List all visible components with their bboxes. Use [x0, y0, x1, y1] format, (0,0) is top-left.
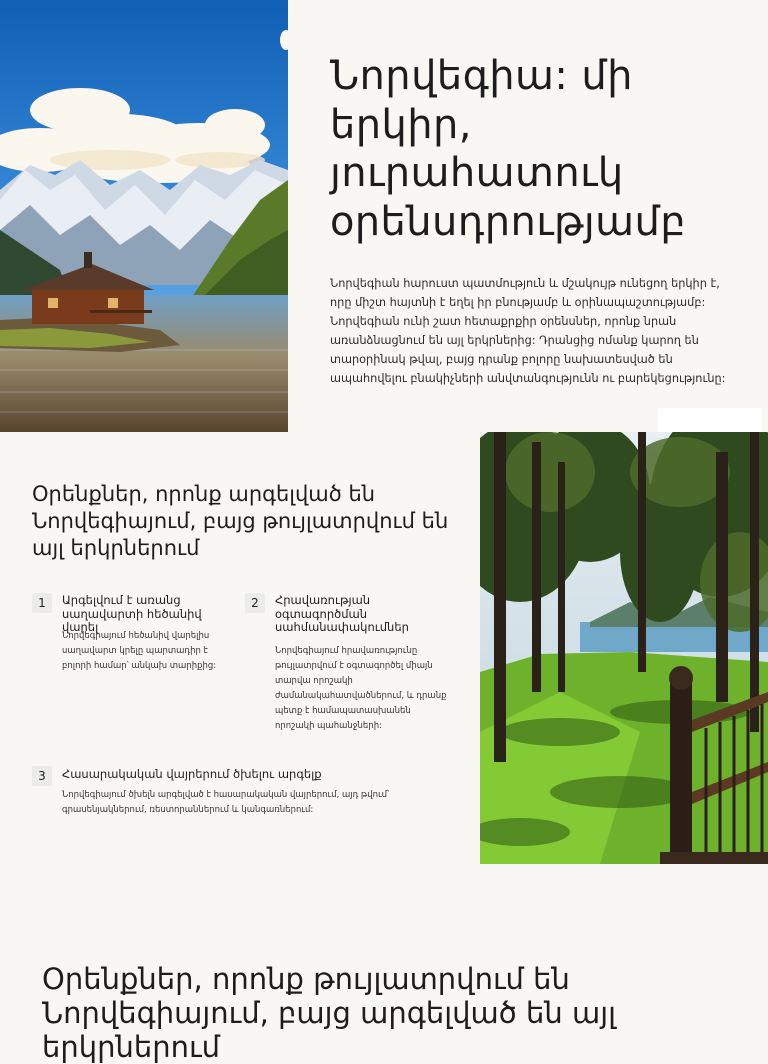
law-title: Հասարակական վայրերում ծխելու արգելք [62, 767, 322, 781]
law-number-badge: 3 [32, 766, 52, 786]
law-number-badge: 2 [245, 593, 265, 613]
law-text: Նորվեգիայում հեծանիվ վարելիս սաղավարտ կրելը պարտադիր է բոլորի համար՝ անկախ տարիքից: [62, 631, 217, 671]
law-text: Նորվեգիայում ծխելն արգելված է հասարակական վայրերում, այդ թվում՝ գրասենյակներում, ռեստորաններում և կանգառներում: [62, 790, 390, 815]
prohibited-laws-heading: Օրենքներ, որոնք արգելված են Նորվեգիայում, բայց թույլատրվում են այլ երկրներում [32, 482, 449, 560]
law-text: Նորվեգիայում հրավառությունը թույլատրվում է օգտագործել միայն տարվա որոշակի ժամանակահատվածներում, և դրանք պետք է համապատասխանեն որոշակի պահանջների: [275, 646, 447, 731]
law-number-badge: 1 [32, 593, 52, 613]
placeholder-box [658, 408, 762, 432]
park-trees-image [480, 432, 768, 864]
mountain-lake-cabin-image [0, 0, 288, 432]
intro-paragraph: Նորվեգիան հարուստ պատմություն և մշակույթ ունեցող երկիր է, որը միշտ հայտնի է եղել իր բնությամբ և օրինապաշտությամբ: Նորվեգիան ունի շատ հետաքրքիր օրենսներ, որոնք նրան առանձնացնում են այլ երկրներից: Դրանցից ոմանք կարող են տարօրինակ թվալ, բայց դրանք բոլորը նախատեսված են ապահովելու բնակիչների անվտանգությունն ու բարեկեցությունը: [330, 277, 726, 385]
allowed-laws-heading: Օրենքներ, որոնք թույլատրվում են Նորվեգիայում, բայց արգելված են այլ երկրներում [42, 962, 616, 1064]
law-title: Հրավառության օգտագործման սահմանափակումներ [275, 593, 409, 634]
page-title: Նորվեգիա: մի երկիր, յուրահատուկ օրենսդրությամբ [330, 53, 687, 245]
law-title: Արգելվում է առանց սաղավարտի հեծանիվ վարել [62, 593, 202, 634]
